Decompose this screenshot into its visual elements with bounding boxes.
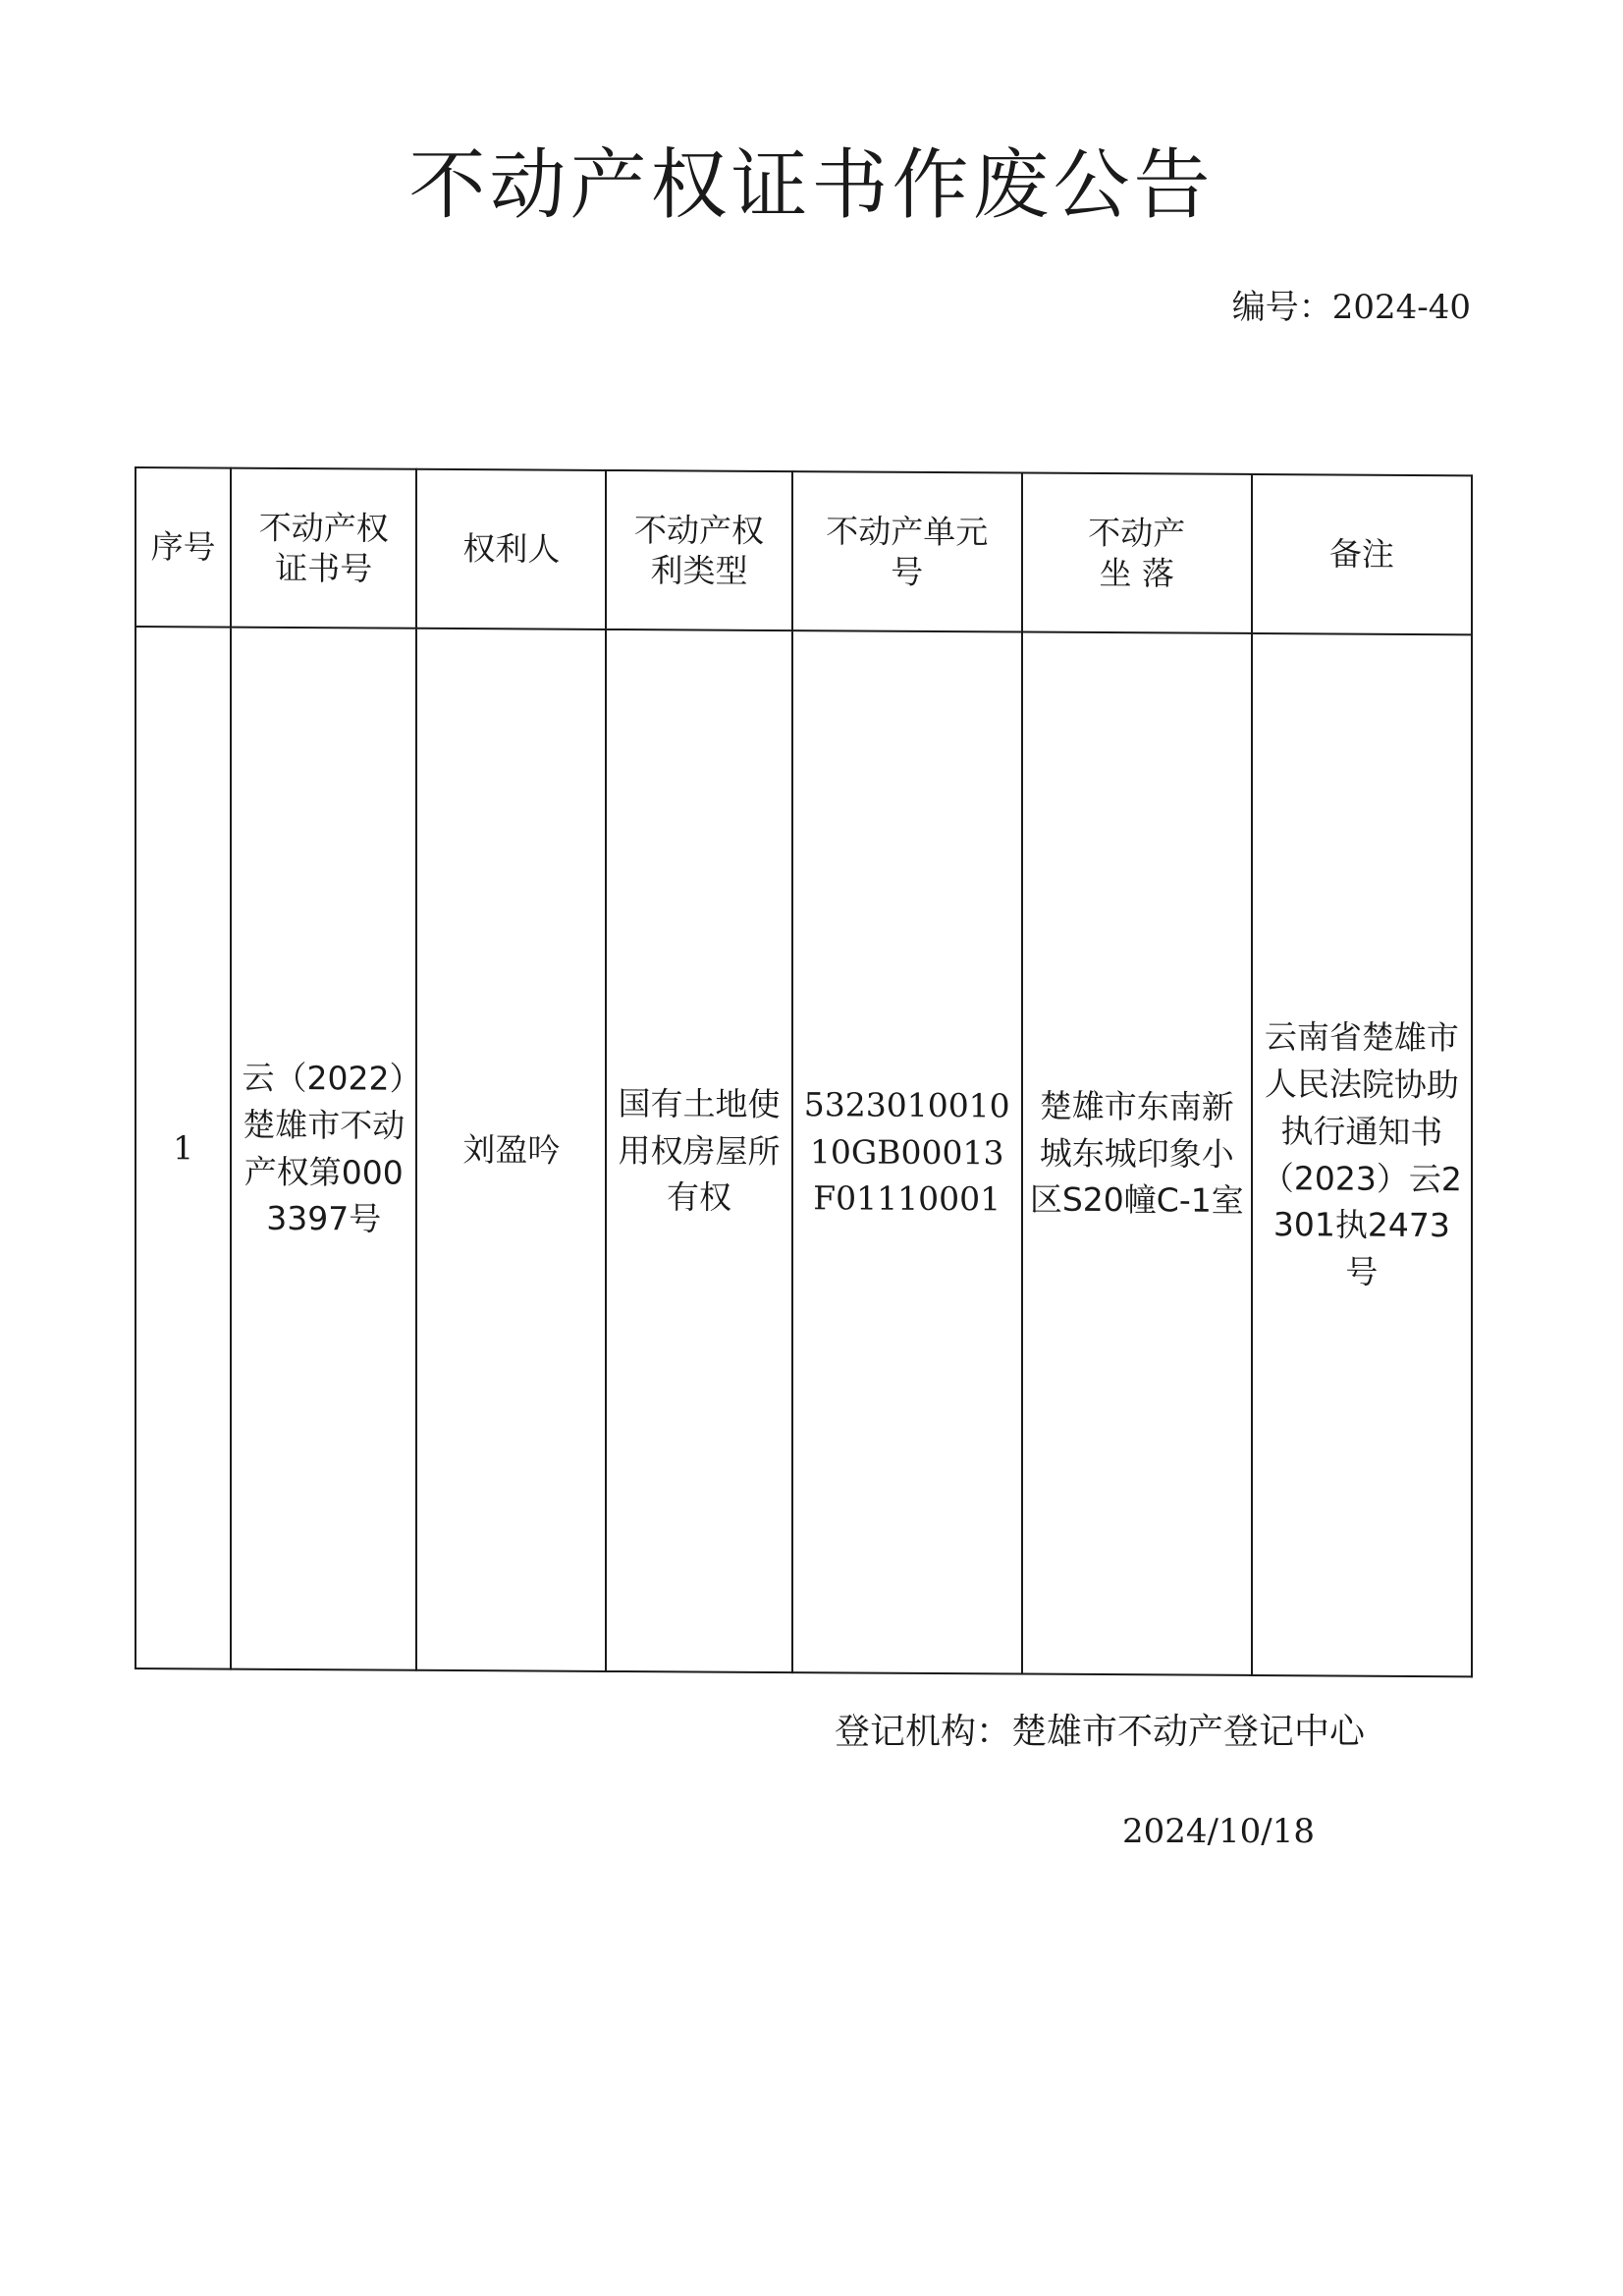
cell-unit-no: 532301001010GB00013F01110001 <box>792 630 1022 1673</box>
announcement-table-wrapper <box>135 466 1473 1677</box>
document-number-label: 编号： <box>1231 288 1332 327</box>
table-header-row <box>135 467 1472 634</box>
cell-holder: 刘盈吟 <box>416 629 606 1671</box>
cell-location: 楚雄市东南新城东城印象小区S20幢C-1室 <box>1022 632 1252 1675</box>
registration-authority-label: 登记机构： <box>835 1712 1012 1752</box>
header-seq: 序号 <box>135 467 231 628</box>
cell-right-type: 国有土地使用权房屋所有权 <box>606 629 791 1672</box>
header-right-type: 不动产权 利类型 <box>606 470 791 630</box>
header-unit-no: 不动产单元 号 <box>792 471 1022 631</box>
header-remark: 备注 <box>1252 474 1472 634</box>
cell-seq: 1 <box>135 627 231 1669</box>
cell-cert-no: 云（2022）楚雄市不动产权第0003397号 <box>231 628 416 1670</box>
header-location: 不动产 坐 落 <box>1022 473 1252 633</box>
page-title: 不动产权证书作废公告 <box>408 141 1215 230</box>
document-number-value: 2024-40 <box>1331 288 1471 327</box>
header-cert-no: 不动产权 证书号 <box>231 468 416 629</box>
announcement-table <box>135 466 1473 1677</box>
announcement-date: 2024/10/18 <box>1122 1812 1315 1851</box>
registration-authority <box>835 1704 1365 1754</box>
document-number <box>1232 280 1471 328</box>
table-row <box>135 627 1472 1676</box>
header-holder: 权利人 <box>416 469 606 629</box>
cell-remark: 云南省楚雄市人民法院协助执行通知书（2023）云2301执2473号 <box>1252 633 1472 1676</box>
registration-authority-name: 楚雄市不动产登记中心 <box>1011 1712 1366 1752</box>
